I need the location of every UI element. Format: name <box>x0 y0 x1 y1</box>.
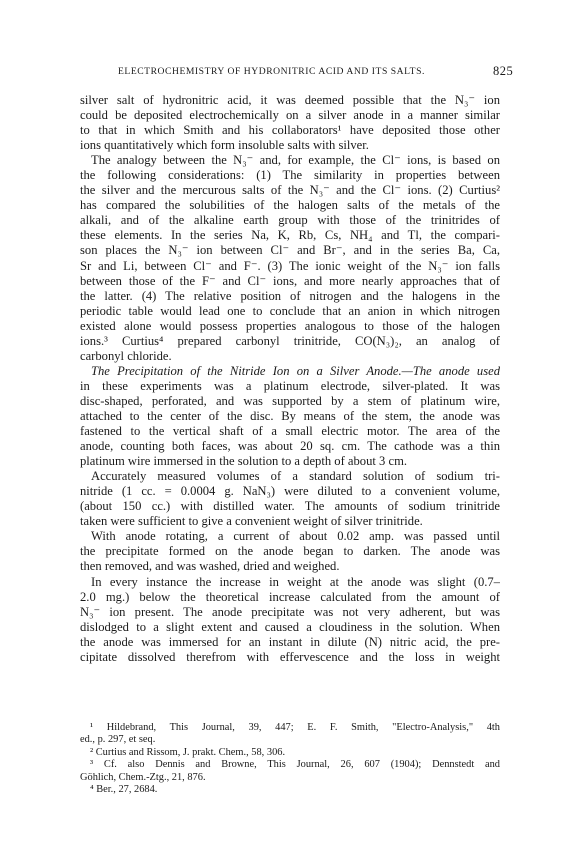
text-line: the latter. (4) The relative position of nitrogen and the halogens in the <box>80 288 500 303</box>
footnote-line: ⁴ Ber., 27, 2684. <box>90 783 158 795</box>
text-line: then removed, and was washed, dried and weighed. <box>80 559 340 574</box>
text-line: silver salt of hydronitric acid, it was deemed possible that the N₃⁻ ion <box>80 93 500 107</box>
text-line: ions quantitatively which form insoluble salts with silver. <box>80 138 369 153</box>
text-line: anode, counting both faces, was about 20 sq. cm. The cathode was a thin <box>80 439 500 454</box>
text-line: platinum wire immersed in the solution to a depth of about 3 cm. <box>80 454 408 469</box>
paragraph-start-line: In every instance the increase in weight at the anode was slight (0.7– <box>91 574 500 589</box>
text-line: Sr and Li, between Cl⁻ and F⁻. (3) The ionic weight of the N₃⁻ ion falls <box>80 258 500 273</box>
section-heading-line: The Precipitation of the Nitride Ion on a Silver Anode.—The anode used <box>91 363 500 378</box>
text-line: 2.0 mg.) below the theoretical increase calculated from the amount of <box>80 589 500 604</box>
text-line: the silver and the mercurous salts of the N₃⁻ and the Cl⁻ ions. (2) Curtius² <box>80 183 500 198</box>
paragraph-start-line: The analogy between the N₃⁻ and, for example, the Cl⁻ ions, is based on <box>91 153 500 168</box>
text-line: (about 150 cc.) with distilled water. The amounts of sodium trinitride <box>80 499 500 514</box>
text-line: ions.³ Curtius⁴ prepared carbonyl trinitride, CO(N₃)₂, an analog of <box>80 333 500 348</box>
text-line: has compared the solubilities of the halogen salts of the metals of the <box>80 198 500 213</box>
text-line: nitride (1 cc. = 0.0004 g. NaN₃) were diluted to a convenient volume, <box>80 484 500 499</box>
footnote-line: Göhlich, Chem.-Ztg., 21, 876. <box>80 771 206 783</box>
footnote-line: ¹ Hildebrand, This Journal, 39, 447; E. F. Smith, "Electro-Analysis," 4th <box>90 722 500 733</box>
text-line: periodic table would lead one to conclude that an anion in which nitrogen <box>80 303 500 318</box>
page-number: 825 <box>493 64 514 78</box>
text-line: dislodged to a slight extent and caused a cloudiness in the solution. When <box>80 619 500 634</box>
text-line: taken were sufficient to give a convenient weight of silver trinitride. <box>80 514 423 529</box>
text-line: son places the N₃⁻ ion between Cl⁻ and Br⁻, and in the series Ba, Ca, <box>80 243 500 258</box>
text-line: carbonyl chloride. <box>80 348 172 363</box>
text-line: disc-shaped, perforated, and was supported by a stem of platinum wire, <box>80 393 500 408</box>
text-line: to that in which Smith and his collaborators¹ have deposited those other <box>80 123 500 138</box>
footnote-line: ³ Cf. also Dennis and Browne, This Journal, 26, 607 (1904); Dennstedt and <box>90 759 500 771</box>
paragraph-start-line: Accurately measured volumes of a standard solution of sodium tri- <box>91 469 500 484</box>
text-line: the anode was immersed for an instant in dilute (N) nitric acid, the pre- <box>80 634 500 649</box>
body-text <box>80 93 500 665</box>
text-line: attached to the center of the disc. By means of the stem, the anode was <box>80 408 500 423</box>
text-line: these elements. In the series Na, K, Rb, Cs, NH₄ and Tl, the compari- <box>80 228 500 243</box>
footnote-line: ² Curtius and Rissom, J. prakt. Chem., 58, 306. <box>90 746 286 758</box>
running-header: ELECTROCHEMISTRY OF HYDRONITRIC ACID AND ITS SALTS. <box>118 66 425 77</box>
footnote-line: ed., p. 297, et seq. <box>80 734 156 746</box>
text-line: could be deposited electrochemically on a silver anode in a manner similar <box>80 108 500 123</box>
text-line: existed alone would possess properties analogous to those of the halogen <box>80 318 500 333</box>
text-line: the following considerations: (1) The similarity in properties between <box>80 168 500 183</box>
text-line: cipitate dissolved therefrom with effervescence and the loss in weight <box>80 649 500 664</box>
footnotes <box>80 722 500 796</box>
text-line: between those of the F⁻ and Cl⁻ ions, and more nearly approaches that of <box>80 273 500 288</box>
text-line: N₃⁻ ion present. The anode precipitate was not very adherent, but was <box>80 604 500 619</box>
text-line: fastened to the vertical shaft of a small electric motor. The area of the <box>80 424 500 439</box>
text-line: in these experiments was a platinum electrode, silver-plated. It was <box>80 378 500 393</box>
paragraph-start-line: With anode rotating, a current of about 0.02 amp. was passed until <box>91 529 500 544</box>
text-line: the precipitate formed on the anode began to darken. The anode was <box>80 544 500 559</box>
text-line: alkali, and of the alkaline earth group with those of the trinitrides of <box>80 213 500 228</box>
